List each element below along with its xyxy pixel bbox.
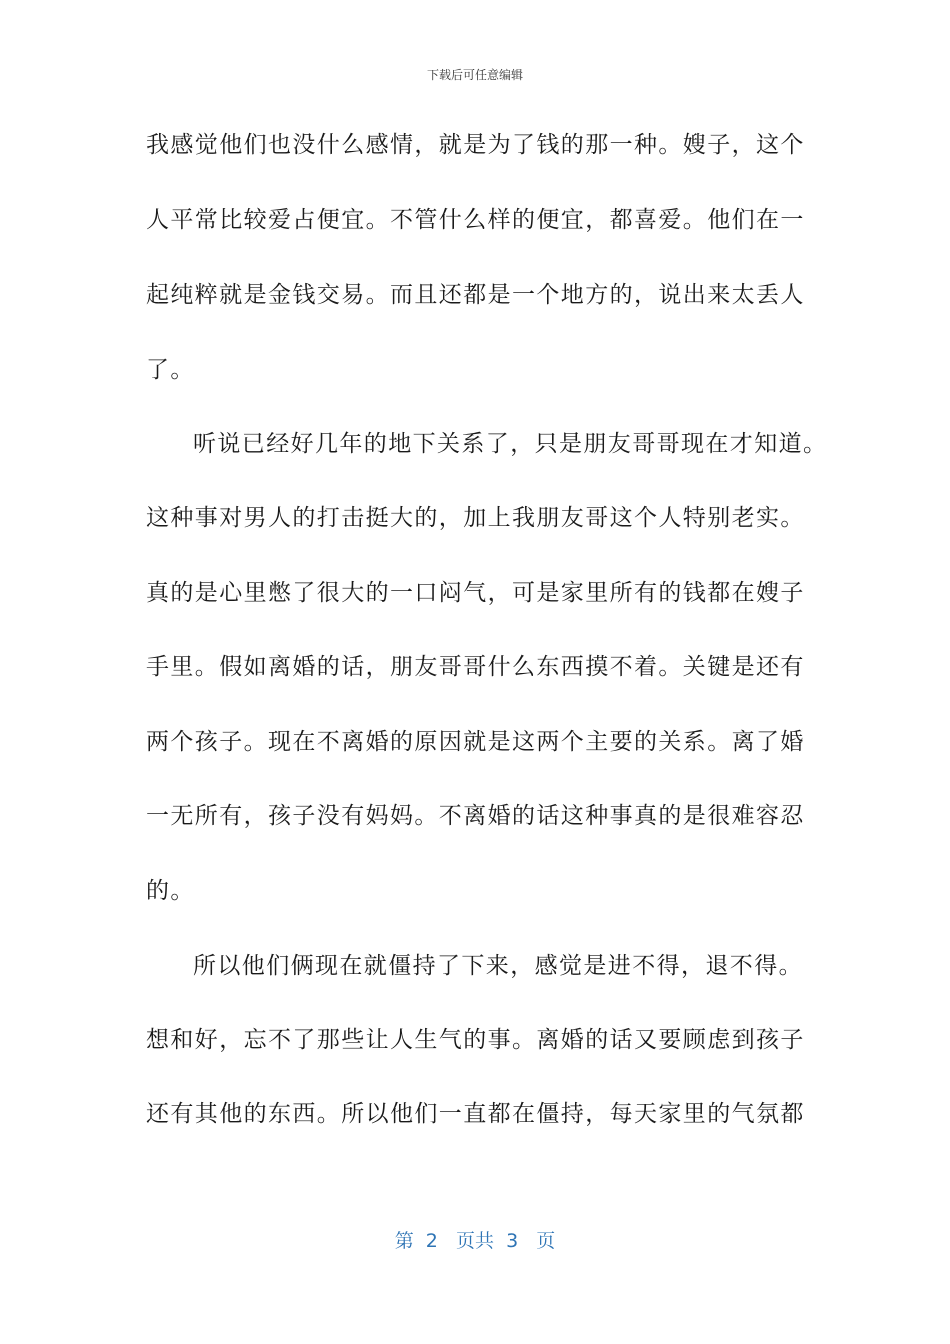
body-line: 真的是心里憋了很大的一口闷气，可是家里所有的钱都在嫂子 [146, 580, 805, 606]
body-line: 了。 [146, 357, 195, 383]
body-line: 人平常比较爱占便宜。不管什么样的便宜，都喜爱。他们在一 [146, 207, 805, 233]
body-line: 还有其他的东西。所以他们一直都在僵持，每天家里的气氛都 [146, 1101, 805, 1127]
paragraph-first-line: 所以他们俩现在就僵持了下来，感觉是进不得，退不得。 [193, 953, 803, 979]
body-line: 这种事对男人的打击挺大的，加上我朋友哥这个人特别老实。 [146, 505, 805, 531]
body-line: 一无所有，孩子没有妈妈。不离婚的话这种事真的是很难容忍 [146, 803, 805, 829]
page-number-footer: 第 2 页共 3 页 [394, 1230, 556, 1252]
body-line: 我感觉他们也没什么感情，就是为了钱的那一种。嫂子，这个 [146, 132, 805, 158]
body-line: 手里。假如离婚的话，朋友哥哥什么东西摸不着。关键是还有 [146, 654, 805, 680]
body-line: 的。 [146, 878, 195, 904]
body-line: 两个孩子。现在不离婚的原因就是这两个主要的关系。离了婚 [146, 729, 805, 755]
page-header: 下载后可任意编辑 [426, 68, 523, 82]
paragraph-first-line: 听说已经好几年的地下关系了，只是朋友哥哥现在才知道。 [193, 431, 828, 457]
body-line: 起纯粹就是金钱交易。而且还都是一个地方的，说出来太丢人 [146, 282, 805, 308]
body-line: 想和好，忘不了那些让人生气的事。离婚的话又要顾虑到孩子 [146, 1027, 805, 1053]
